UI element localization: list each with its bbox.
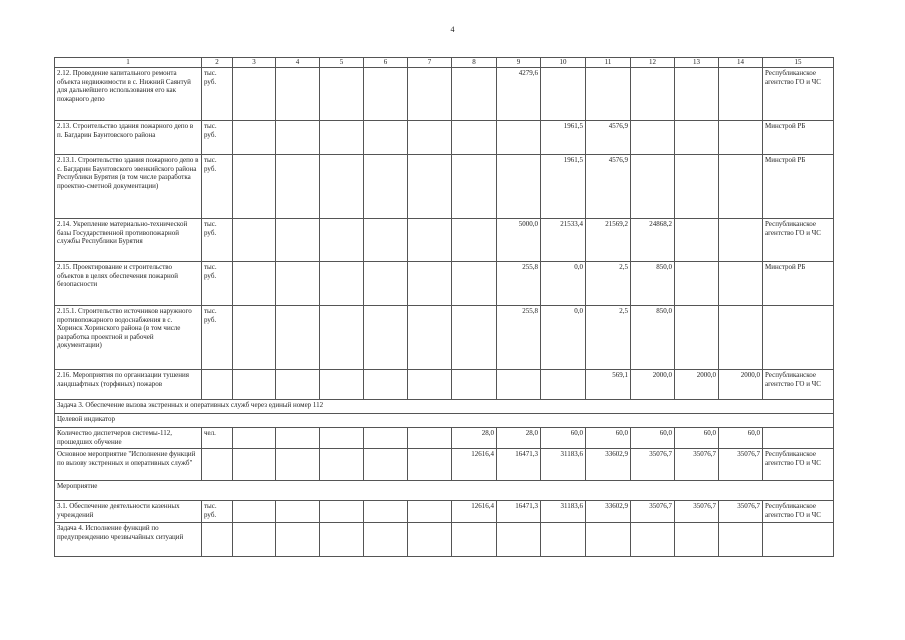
row-label-cell: 2.15.1. Строительство источников наружного противопожарного водоснабжения в с. Хоринск Хоринского района (в том числе разработка проектной и рабочей документации) [55, 306, 202, 370]
unit-cell: тыс. руб. [202, 219, 233, 262]
column-header: 15 [763, 58, 834, 68]
value-cell: 569,1 [586, 370, 631, 400]
unit-cell: тыс. руб. [202, 68, 233, 121]
unit-cell [202, 449, 233, 481]
table-row [55, 400, 834, 414]
executor-cell: Республиканское агентство ГО и ЧС [763, 219, 834, 262]
value-cell [719, 523, 763, 557]
value-cell [719, 68, 763, 121]
value-cell [452, 219, 497, 262]
value-cell [408, 68, 452, 121]
executor-cell: Минстрой РБ [763, 155, 834, 219]
value-cell: 24868,2 [631, 219, 675, 262]
value-cell [364, 219, 408, 262]
executor-cell: Республиканское агентство ГО и ЧС [763, 370, 834, 400]
table-row [55, 219, 834, 262]
value-cell: 28,0 [452, 428, 497, 449]
value-cell [497, 523, 541, 557]
value-cell: 255,8 [497, 262, 541, 306]
unit-cell: тыс. руб. [202, 262, 233, 306]
value-cell [364, 306, 408, 370]
value-cell [497, 370, 541, 400]
value-cell [276, 523, 320, 557]
value-cell [320, 449, 364, 481]
section-heading-cell: Задача 3. Обеспечение вызова экстренных и оперативных служб через единый номер 112 [55, 400, 834, 414]
value-cell: 4576,9 [586, 121, 631, 155]
value-cell [541, 68, 586, 121]
value-cell [452, 68, 497, 121]
executor-cell: Республиканское агентство ГО и ЧС [763, 449, 834, 481]
value-cell: 33602,9 [586, 501, 631, 523]
unit-cell [202, 370, 233, 400]
value-cell [675, 523, 719, 557]
value-cell: 16471,3 [497, 501, 541, 523]
value-cell [452, 121, 497, 155]
value-cell: 4279,6 [497, 68, 541, 121]
executor-cell [763, 523, 834, 557]
value-cell [408, 262, 452, 306]
table-row [55, 155, 834, 219]
value-cell: 2000,0 [675, 370, 719, 400]
row-label-cell: 2.15. Проектирование и строительство объектов в целях обеспечения пожарной безопасности [55, 262, 202, 306]
value-cell [320, 370, 364, 400]
row-label-cell: Основное мероприятие "Исполнение функций по вызову экстренных и оперативных служб" [55, 449, 202, 481]
column-header: 8 [452, 58, 497, 68]
executor-cell: Республиканское агентство ГО и ЧС [763, 501, 834, 523]
value-cell [276, 219, 320, 262]
value-cell [320, 523, 364, 557]
value-cell [675, 219, 719, 262]
value-cell [233, 155, 276, 219]
row-label-cell: 2.14. Укрепление материально-технической базы Государственной противопожарной службы Республики Бурятия [55, 219, 202, 262]
value-cell: 1961,5 [541, 155, 586, 219]
program-table [54, 57, 834, 557]
table-header-row [55, 58, 834, 68]
value-cell [233, 121, 276, 155]
value-cell [276, 428, 320, 449]
executor-cell: Минстрой РБ [763, 262, 834, 306]
value-cell: 4576,9 [586, 155, 631, 219]
value-cell: 60,0 [541, 428, 586, 449]
column-header: 11 [586, 58, 631, 68]
value-cell: 2,5 [586, 262, 631, 306]
value-cell [276, 501, 320, 523]
value-cell: 35076,7 [631, 449, 675, 481]
value-cell [541, 523, 586, 557]
value-cell [675, 155, 719, 219]
value-cell: 0,0 [541, 262, 586, 306]
value-cell [408, 306, 452, 370]
value-cell [408, 428, 452, 449]
value-cell [320, 428, 364, 449]
section-heading-cell: Целевой индикатор [55, 414, 834, 428]
value-cell [408, 449, 452, 481]
value-cell: 35076,7 [719, 501, 763, 523]
table-row [55, 449, 834, 481]
value-cell [452, 306, 497, 370]
executor-cell: Республиканское агентство ГО и ЧС [763, 68, 834, 121]
value-cell [631, 155, 675, 219]
value-cell [320, 501, 364, 523]
value-cell [675, 262, 719, 306]
value-cell [364, 121, 408, 155]
value-cell [452, 155, 497, 219]
column-header: 14 [719, 58, 763, 68]
value-cell [631, 523, 675, 557]
value-cell [276, 306, 320, 370]
value-cell [276, 68, 320, 121]
value-cell: 60,0 [586, 428, 631, 449]
value-cell [364, 155, 408, 219]
column-header: 7 [408, 58, 452, 68]
column-header: 2 [202, 58, 233, 68]
unit-cell [202, 523, 233, 557]
value-cell: 21569,2 [586, 219, 631, 262]
value-cell: 12616,4 [452, 501, 497, 523]
value-cell [675, 306, 719, 370]
value-cell [233, 523, 276, 557]
value-cell [364, 262, 408, 306]
table-row [55, 523, 834, 557]
value-cell: 31183,6 [541, 449, 586, 481]
row-label-cell: 2.16. Мероприятия по организации тушения ландшафтных (торфяных) пожаров [55, 370, 202, 400]
value-cell [320, 68, 364, 121]
unit-cell: тыс. руб. [202, 121, 233, 155]
value-cell: 33602,9 [586, 449, 631, 481]
value-cell: 12616,4 [452, 449, 497, 481]
value-cell [233, 370, 276, 400]
value-cell: 28,0 [497, 428, 541, 449]
table-row [55, 262, 834, 306]
table-row [55, 481, 834, 501]
value-cell [586, 68, 631, 121]
unit-cell: тыс. руб. [202, 306, 233, 370]
value-cell [452, 523, 497, 557]
value-cell: 60,0 [631, 428, 675, 449]
value-cell [233, 68, 276, 121]
value-cell [452, 262, 497, 306]
value-cell: 5000,0 [497, 219, 541, 262]
executor-cell [763, 428, 834, 449]
executor-cell [763, 306, 834, 370]
value-cell: 1961,5 [541, 121, 586, 155]
value-cell [276, 449, 320, 481]
row-label-cell: Количество диспетчеров системы-112, прошедших обучение [55, 428, 202, 449]
table-row [55, 414, 834, 428]
value-cell [497, 155, 541, 219]
page-number: 4 [450, 25, 455, 34]
value-cell [364, 68, 408, 121]
value-cell: 2000,0 [719, 370, 763, 400]
table-row [55, 306, 834, 370]
value-cell [320, 306, 364, 370]
value-cell: 16471,3 [497, 449, 541, 481]
value-cell [320, 219, 364, 262]
table-row [55, 68, 834, 121]
value-cell [320, 155, 364, 219]
value-cell [233, 262, 276, 306]
section-heading-cell: Мероприятие [55, 481, 834, 501]
row-label-cell: 2.12. Проведение капитального ремонта объекта недвижимости в с. Нижний Саянтуй для дальнейшего использования его как пожарного депо [55, 68, 202, 121]
value-cell [719, 155, 763, 219]
row-label-cell: 3.1. Обеспечение деятельности казенных учреждений [55, 501, 202, 523]
value-cell [364, 501, 408, 523]
column-header: 13 [675, 58, 719, 68]
value-cell [675, 121, 719, 155]
value-cell [233, 219, 276, 262]
value-cell [233, 428, 276, 449]
value-cell [675, 68, 719, 121]
value-cell [364, 370, 408, 400]
value-cell [320, 262, 364, 306]
value-cell [320, 121, 364, 155]
value-cell [233, 449, 276, 481]
table-row [55, 370, 834, 400]
row-label-cell: 2.13. Строительство здания пожарного депо в п. Багдарин Баунтовского района [55, 121, 202, 155]
column-header: 4 [276, 58, 320, 68]
table-row [55, 428, 834, 449]
value-cell [364, 428, 408, 449]
value-cell: 21533,4 [541, 219, 586, 262]
column-header: 5 [320, 58, 364, 68]
value-cell: 255,8 [497, 306, 541, 370]
value-cell [719, 306, 763, 370]
column-header: 1 [55, 58, 202, 68]
value-cell [452, 370, 497, 400]
column-header: 3 [233, 58, 276, 68]
table-row [55, 121, 834, 155]
value-cell: 2000,0 [631, 370, 675, 400]
value-cell: 850,0 [631, 262, 675, 306]
value-cell [408, 219, 452, 262]
table-row [55, 501, 834, 523]
column-header: 10 [541, 58, 586, 68]
executor-cell: Минстрой РБ [763, 121, 834, 155]
row-label-cell: 2.13.1. Строительство здания пожарного депо в с. Багдарин Баунтовского эвенкийского района Республики Бурятия (в том числе разработка проектно-сметной документации) [55, 155, 202, 219]
unit-cell: тыс. руб. [202, 155, 233, 219]
value-cell [364, 449, 408, 481]
value-cell: 35076,7 [675, 501, 719, 523]
value-cell [631, 68, 675, 121]
value-cell: 35076,7 [675, 449, 719, 481]
value-cell [497, 121, 541, 155]
value-cell [276, 370, 320, 400]
value-cell: 35076,7 [719, 449, 763, 481]
value-cell: 35076,7 [631, 501, 675, 523]
value-cell: 0,0 [541, 306, 586, 370]
value-cell [276, 121, 320, 155]
value-cell [541, 370, 586, 400]
value-cell [631, 121, 675, 155]
value-cell [408, 155, 452, 219]
value-cell: 60,0 [719, 428, 763, 449]
value-cell [233, 306, 276, 370]
column-header: 12 [631, 58, 675, 68]
column-header: 9 [497, 58, 541, 68]
value-cell [408, 523, 452, 557]
value-cell: 2,5 [586, 306, 631, 370]
row-label-cell: Задача 4. Исполнение функций по предупреждению чрезвычайных ситуаций [55, 523, 202, 557]
value-cell [364, 523, 408, 557]
value-cell: 60,0 [675, 428, 719, 449]
value-cell [586, 523, 631, 557]
value-cell [408, 501, 452, 523]
value-cell [719, 262, 763, 306]
value-cell [719, 121, 763, 155]
value-cell: 31183,6 [541, 501, 586, 523]
value-cell [408, 121, 452, 155]
value-cell [276, 155, 320, 219]
column-header: 6 [364, 58, 408, 68]
value-cell: 850,0 [631, 306, 675, 370]
unit-cell: чел. [202, 428, 233, 449]
value-cell [408, 370, 452, 400]
value-cell [276, 262, 320, 306]
unit-cell: тыс. руб. [202, 501, 233, 523]
value-cell [233, 501, 276, 523]
value-cell [719, 219, 763, 262]
